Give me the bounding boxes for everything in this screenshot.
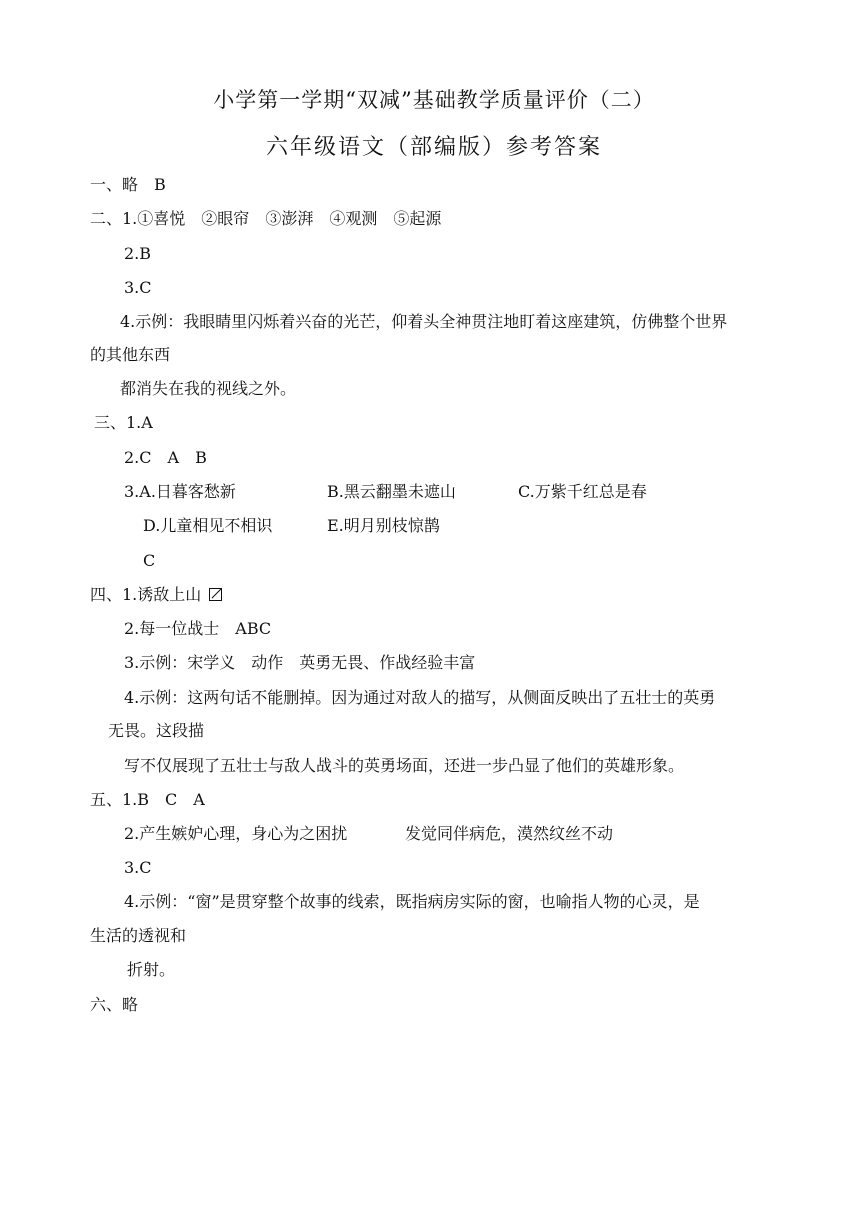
checkbox-icon [209, 588, 222, 601]
section-3-q1: 三、1.A [94, 413, 153, 432]
section-5-q2a: 2.产生嫉妒心理，身心为之困扰 [124, 824, 348, 843]
answer-item: A.日暮客愁新 [139, 482, 236, 501]
answer-item: ⑤起源 [393, 209, 442, 228]
section-3-q3-number: 3. [124, 482, 140, 501]
answer-item: ②眼帘 [201, 209, 250, 228]
answer-item: B.黑云翻墨未遮山 [327, 482, 456, 501]
section-3-q3-row1 [124, 482, 236, 502]
section-2-q4-line2: 的其他东西 [90, 345, 171, 364]
section-6: 六、略 [90, 995, 139, 1014]
answer-item: C.万紫千红总是春 [518, 482, 647, 501]
answer-item: ①喜悦 [137, 209, 186, 228]
answer-item: E.明月别枝惊鹊 [327, 516, 440, 535]
answer-item: ④观测 [329, 209, 378, 228]
section-2-q4-line3: 都消失在我的视线之外。 [120, 379, 297, 398]
section-4-q1-text: 四、1.诱敌上山 [90, 585, 202, 604]
section-2-q2: 2.B [124, 244, 152, 263]
section-4-q4-line3: 写不仅展现了五壮士与敌人战斗的英勇场面，还进一步凸显了他们的英雄形象。 [124, 756, 685, 775]
section-4-q1 [90, 585, 222, 605]
section-4-q2: 2.每一位战士 ABC [124, 619, 272, 638]
page-subtitle: 六年级语文（部编版）参考答案 [265, 135, 602, 160]
section-1: 一、略 B [90, 175, 166, 194]
section-3-q3-answer: C [143, 551, 156, 570]
section-5-q3: 3.C [124, 858, 152, 877]
section-2-q3: 3.C [124, 278, 152, 297]
section-5-q4-line1: 4.示例：“窗”是贯穿整个故事的线索，既指病房实际的窗，也喻指人物的心灵，是 [124, 892, 700, 911]
section-4-q4-line2: 无畏。这段描 [108, 721, 205, 740]
section-5-q4-line2: 生活的透视和 [90, 926, 187, 945]
section-5-q2b: 发觉同伴病危，漠然纹丝不动 [405, 824, 614, 843]
section-4-q3: 3.示例：宋学义 动作 英勇无畏、作战经验丰富 [124, 653, 476, 672]
page-title: 小学第一学期“双减”基础教学质量评价（二） [213, 88, 655, 112]
answer-item: D.儿童相见不相识 [143, 516, 273, 535]
section-4-q4-line1: 4.示例：这两句话不能删掉。因为通过对敌人的描写，从侧面反映出了五壮士的英勇 [124, 688, 716, 707]
section-5-q4-line3: 折射。 [127, 960, 176, 979]
section-2-q4-line1: 4.示例：我眼睛里闪烁着兴奋的光芒，仰着头全神贯注地盯着这座建筑，仿佛整个世界 [120, 312, 728, 331]
answer-item: ③澎湃 [265, 209, 314, 228]
section-5-q1: 五、1.B C A [90, 790, 205, 809]
section-2-q1 [90, 209, 441, 229]
section-2-q1-number: 二、1. [90, 209, 138, 228]
section-3-q2: 2.C A B [124, 448, 207, 467]
